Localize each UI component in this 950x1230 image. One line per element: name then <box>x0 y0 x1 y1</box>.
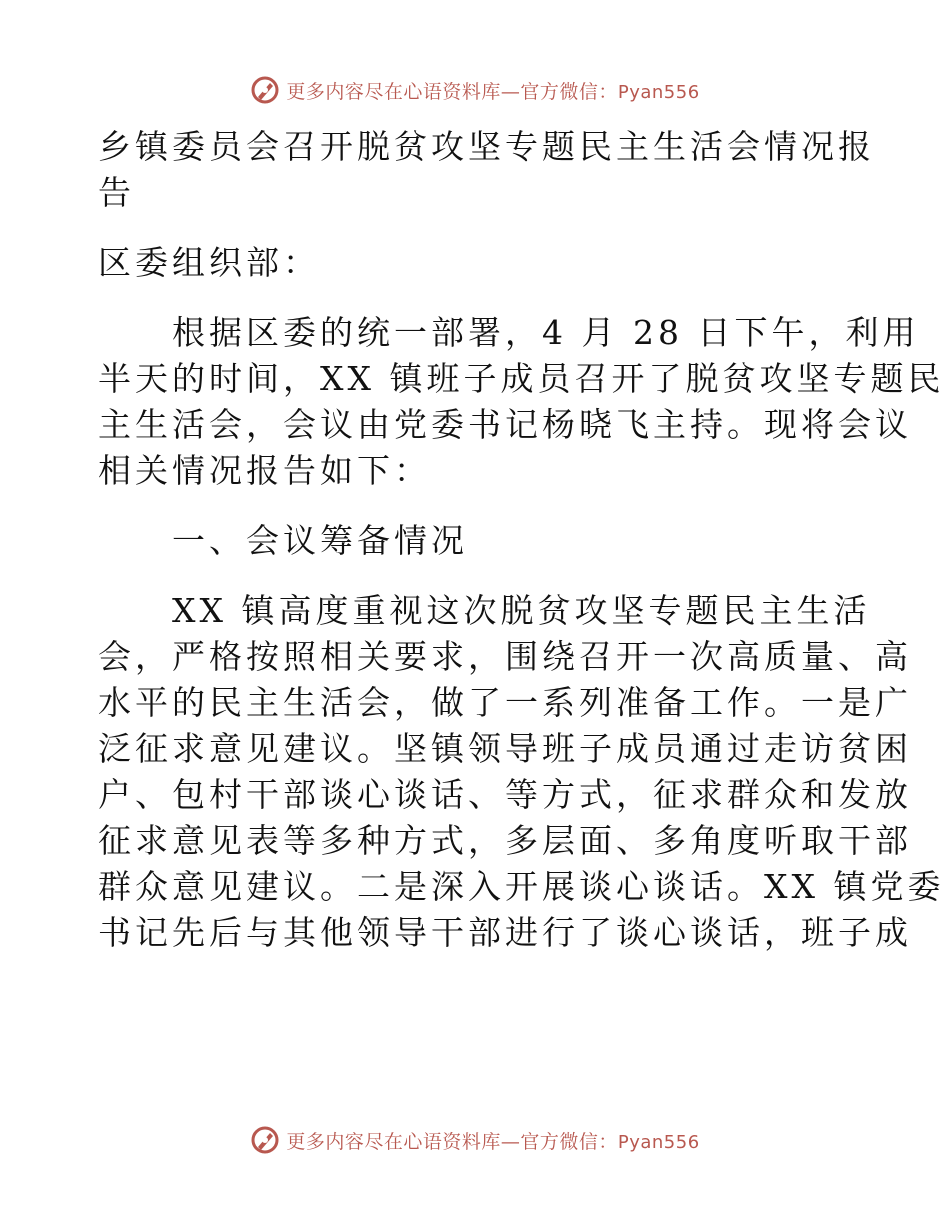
para2-line-5: 户、包村干部谈心谈话、等方式，征求群众和发放 <box>98 775 912 814</box>
watermark-wechat: Pyan556 <box>617 81 700 103</box>
para2-line-6: 征求意见表等多种方式，多层面、多角度听取干部 <box>98 821 912 860</box>
pen-logo-icon <box>250 1125 280 1155</box>
para2-line-8: 书记先后与其他领导干部进行了谈心谈话，班子成 <box>98 913 912 952</box>
watermark-header <box>0 72 950 108</box>
document-title-line-2: 告 <box>98 173 135 212</box>
para2-line-1: XX 镇高度重视这次脱贫攻坚专题民主生活 <box>98 591 871 630</box>
para1-line-3: 主生活会，会议由党委书记杨晓飞主持。现将会议 <box>98 405 912 444</box>
watermark-text: 更多内容尽在心语资料库—官方微信：Pyan556 <box>286 1130 700 1153</box>
para2-line-7: 群众意见建议。二是深入开展谈心谈话。XX 镇党委 <box>98 867 945 906</box>
pen-logo-icon <box>250 75 280 105</box>
salutation: 区委组织部： <box>98 243 320 282</box>
para2-line-3: 水平的民主生活会，做了一系列准备工作。一是广 <box>98 683 912 722</box>
document-body <box>98 124 945 956</box>
section-heading-1: 一、会议筹备情况 <box>98 521 468 560</box>
para2-line-2: 会，严格按照相关要求，围绕召开一次高质量、高 <box>98 637 912 676</box>
para1-line-2: 半天的时间，XX 镇班子成员召开了脱贫攻坚专题民 <box>98 359 945 398</box>
para2-line-4: 泛征求意见建议。坚镇领导班子成员通过走访贫困 <box>98 729 912 768</box>
document-title-line-1: 乡镇委员会召开脱贫攻坚专题民主生活会情况报 <box>98 127 875 166</box>
watermark-footer <box>0 1122 950 1158</box>
watermark-text: 更多内容尽在心语资料库—官方微信：Pyan556 <box>286 80 700 103</box>
para1-line-4: 相关情况报告如下： <box>98 451 431 490</box>
para1-line-1: 根据区委的统一部署，4 月 28 日下午，利用 <box>98 313 920 352</box>
watermark-wechat: Pyan556 <box>617 1131 700 1153</box>
